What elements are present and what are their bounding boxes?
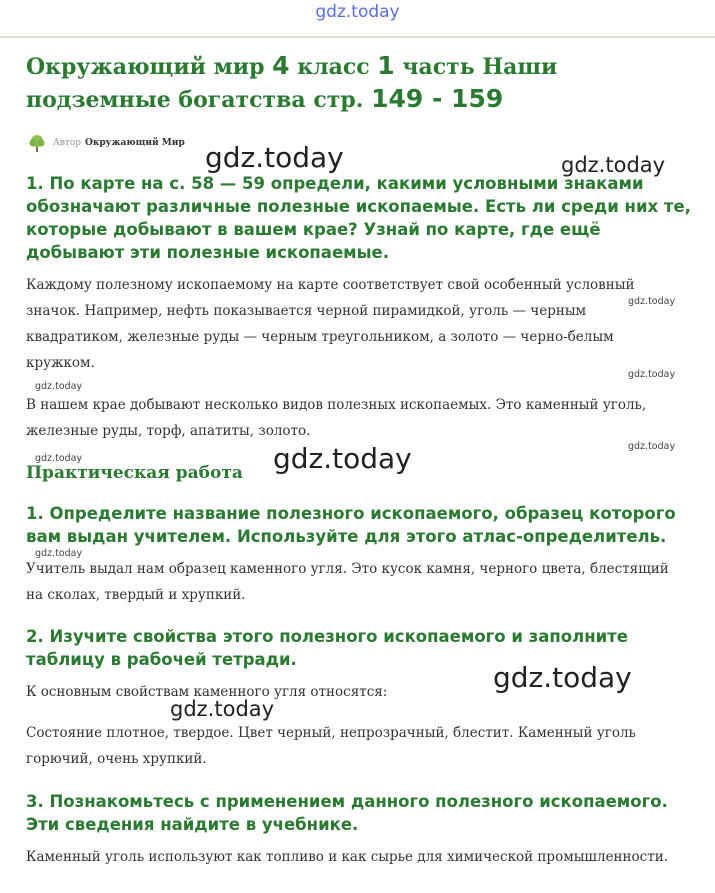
practical-question-3: 3. Познакомьтесь с применением данного полезного ископаемого. Эти сведения найдите в учебнике. — [26, 792, 668, 834]
watermark: gdz.today — [628, 296, 676, 307]
question-1: 1. По карте на с. 58 — 59 определи, какими условными знаками обозначают различные полезные ископаемые. Есть ли среди них те, которые добывают в вашем крае? Узнай по карте, где ещё добывают эти полезные ископаемые. — [26, 174, 691, 262]
watermark: gdz.today — [628, 369, 676, 380]
watermark: gdz.today — [35, 548, 83, 559]
watermark: gdz.today — [205, 141, 344, 174]
practical-answer-1: Учитель выдал нам образец каменного угля. Это кусок камня, черного цвета, блестящий на сколах, твердый и хрупкий. — [26, 561, 669, 603]
author-line — [27, 133, 185, 153]
author-label: Автор — [53, 138, 82, 148]
watermark: gdz.today — [493, 661, 632, 694]
practical-answer-2-details: Состояние плотное, твердое. Цвет черный, непрозрачный, блестит. Каменный уголь горючий, очень хрупкий. — [26, 725, 636, 767]
header-divider — [0, 36, 715, 38]
answer-1-paragraph-2: В нашем крае добывают несколько видов полезных ископаемых. Это каменный уголь, железные руды, торф, апатиты, золото. — [26, 397, 647, 439]
title-grade-number: 4 — [272, 51, 290, 80]
page-title — [26, 50, 686, 116]
author-name[interactable]: Окружающий Мир — [85, 138, 185, 148]
practical-question-2: 2. Изучите свойства этого полезного ископаемого и заполните таблицу в рабочей тетради. — [26, 627, 628, 669]
title-pages-number: 149 - 159 — [371, 84, 504, 113]
answer-1-paragraph-1: Каждому полезному ископаемому на карте соответствует свой особенный условный значок. Например, нефть показывается черной пирамидкой, уголь — черным квадратиком, железные руды — черным треугольником, а золото — черно-белым кружком. — [26, 277, 635, 371]
watermark: gdz.today — [561, 153, 666, 177]
title-part: класс — [289, 54, 378, 80]
watermark: gdz.today — [628, 441, 676, 452]
watermark: gdz.today — [273, 442, 412, 475]
site-logo[interactable]: gdz.today — [315, 2, 400, 22]
title-part-number: 1 — [377, 51, 395, 80]
practical-question-1: 1. Определите название полезного ископаемого, образец которого вам выдан учителем. Используйте для этого атлас-определитель. — [26, 504, 676, 546]
practical-answer-2-intro: К основным свойствам каменного угля относятся: — [26, 684, 388, 700]
tree-icon — [27, 133, 47, 153]
practical-answer-3: Каменный уголь используют как топливо и как сырье для химической промышленности. — [26, 849, 668, 865]
practical-work-heading: Практическая работа — [26, 463, 243, 483]
watermark: gdz.today — [35, 453, 83, 464]
title-part: часть Наши подземные богатства стр. — [26, 54, 558, 113]
watermark: gdz.today — [170, 697, 275, 721]
watermark: gdz.today — [35, 381, 83, 392]
title-part: Окружающий мир — [26, 54, 273, 80]
